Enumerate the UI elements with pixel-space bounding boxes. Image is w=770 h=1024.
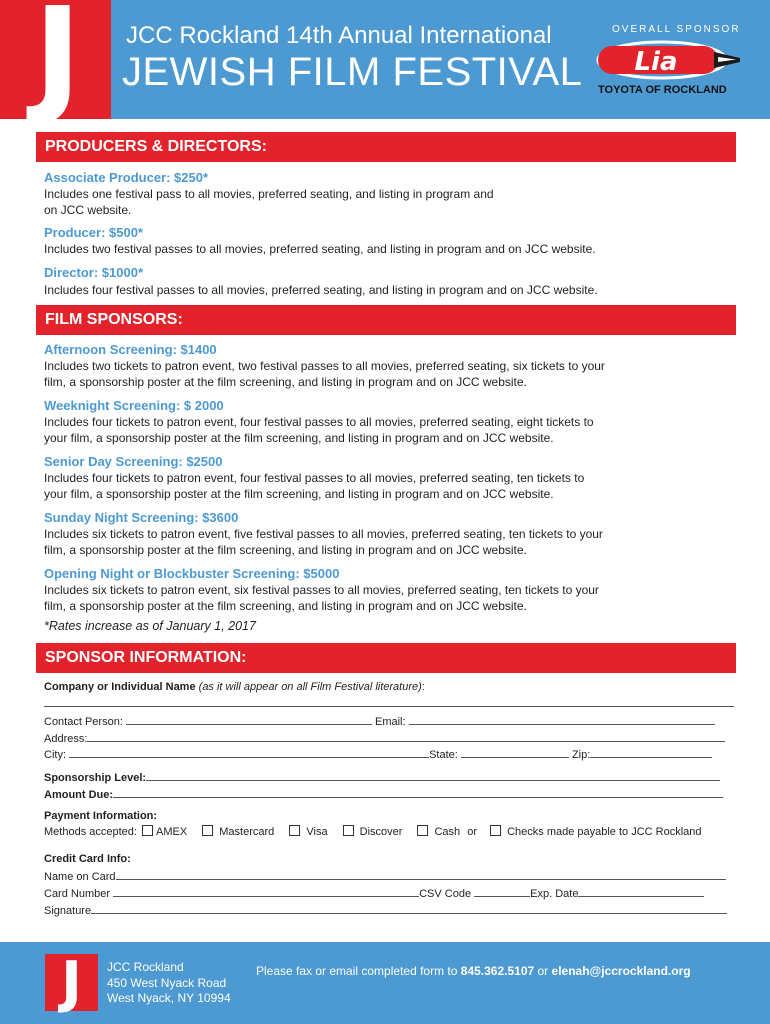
tier-desc-line: on JCC website. bbox=[44, 203, 132, 217]
signature-label: Signature bbox=[44, 905, 92, 917]
contact-row bbox=[44, 714, 736, 729]
mastercard-checkbox[interactable] bbox=[202, 825, 213, 836]
or-label: or bbox=[467, 826, 478, 838]
tier-desc: Includes four festival passes to all movies, preferred seating, and listing in program and on JCC website. bbox=[44, 283, 598, 297]
zip-field[interactable] bbox=[590, 747, 712, 758]
tier-title: Weeknight Screening: $ 2000 bbox=[44, 398, 224, 413]
email-label: Email: bbox=[375, 716, 406, 728]
card-number-label: Card Number bbox=[44, 888, 111, 900]
card-number-row bbox=[44, 886, 736, 901]
tier-desc-line: film, a sponsorship poster at the film screening, and listing in program and on JCC website. bbox=[44, 599, 527, 613]
footer-msg-prefix: Please fax or email completed form to bbox=[256, 964, 461, 978]
amex-label: AMEX bbox=[156, 826, 188, 838]
cash-label: Cash bbox=[434, 826, 461, 838]
tier-desc-line: Includes four tickets to patron event, four festival passes to all movies, preferred seating, ten tickets to bbox=[44, 471, 585, 485]
festival-subtitle: JCC Rockland 14th Annual International bbox=[126, 22, 552, 49]
tier-desc: Includes two festival passes to all movies, preferred seating, and listing in program and on JCC website. bbox=[44, 242, 596, 256]
tier-desc bbox=[44, 526, 734, 558]
tier-desc bbox=[44, 582, 734, 614]
lia-logo bbox=[596, 40, 742, 80]
film-sponsors-heading: FILM SPONSORS: bbox=[36, 305, 736, 335]
company-name-label-row bbox=[44, 680, 736, 694]
tier-desc bbox=[44, 414, 734, 446]
company-name-field[interactable] bbox=[44, 696, 736, 711]
credit-card-label: Credit Card Info: bbox=[44, 853, 131, 865]
sponsorship-level-field[interactable] bbox=[146, 770, 720, 781]
company-hint: (as it will appear on all Film Festival literature) bbox=[198, 681, 422, 693]
tier-title: Associate Producer: $250* bbox=[44, 170, 209, 185]
city-label: City: bbox=[44, 749, 66, 761]
footer-message bbox=[256, 964, 691, 978]
payment-info-label-row bbox=[44, 809, 736, 823]
footer-email[interactable]: elenah@jccrockland.org bbox=[551, 964, 691, 978]
tier-desc-line: your film, a sponsorship poster at the film screening, and listing in program and on JCC website. bbox=[44, 487, 554, 501]
header-banner bbox=[0, 0, 770, 130]
exp-date-field[interactable] bbox=[578, 886, 704, 897]
tier-desc-line: your film, a sponsorship poster at the film screening, and listing in program and on JCC website. bbox=[44, 431, 554, 445]
methods-row bbox=[44, 825, 736, 839]
address-row bbox=[44, 731, 736, 746]
discover-checkbox[interactable] bbox=[343, 825, 354, 836]
footer-banner bbox=[0, 942, 770, 1024]
payment-info-label: Payment Information: bbox=[44, 810, 158, 822]
company-colon: : bbox=[421, 681, 425, 693]
tier-title: Director: $1000* bbox=[44, 265, 143, 280]
tier-desc-line: Includes six tickets to patron event, five festival passes to all movies, preferred seating, ten tickets to your bbox=[44, 527, 603, 541]
address-line: 450 West Nyack Road bbox=[107, 975, 227, 990]
address-field[interactable] bbox=[87, 731, 725, 742]
zip-label: Zip: bbox=[571, 749, 591, 761]
signature-field[interactable] bbox=[91, 903, 727, 914]
methods-label: Methods accepted: bbox=[44, 826, 137, 838]
tier-desc-line: Includes four tickets to patron event, four festival passes to all movies, preferred seating, eight tickets to bbox=[44, 415, 594, 429]
state-label: State: bbox=[429, 749, 458, 761]
visa-label: Visa bbox=[306, 826, 328, 838]
exp-date-label: Exp. Date bbox=[530, 888, 579, 900]
sponsorship-level-label: Sponsorship Level: bbox=[44, 772, 147, 784]
csv-field[interactable] bbox=[474, 886, 530, 897]
amount-due-row bbox=[44, 787, 736, 802]
address-label: Address: bbox=[44, 733, 88, 745]
producers-heading: PRODUCERS & DIRECTORS: bbox=[36, 132, 736, 162]
tier-title: Sunday Night Screening: $3600 bbox=[44, 510, 239, 525]
tier-desc bbox=[44, 358, 734, 390]
contact-field[interactable] bbox=[126, 714, 372, 725]
credit-card-label-row bbox=[44, 852, 736, 866]
tier-desc-line: film, a sponsorship poster at the film screening, and listing in program and on JCC website. bbox=[44, 543, 527, 557]
tier-title: Opening Night or Blockbuster Screening: $5000 bbox=[44, 566, 340, 581]
contact-label: Contact Person: bbox=[44, 716, 123, 728]
fax-number: 845.362.5107 bbox=[460, 964, 535, 978]
rates-note: *Rates increase as of January 1, 2017 bbox=[44, 619, 256, 633]
tier-desc-line: film, a sponsorship poster at the film screening, and listing in program and on JCC website. bbox=[44, 375, 527, 389]
tier-desc bbox=[44, 186, 734, 218]
jcc-logo: J bbox=[0, 0, 111, 119]
overall-sponsor-label: OVERALL SPONSOR bbox=[612, 24, 741, 35]
tier-desc-line: Includes one festival pass to all movies, preferred seating, and listing in program and bbox=[44, 187, 494, 201]
discover-label: Discover bbox=[359, 826, 403, 838]
city-field[interactable] bbox=[69, 747, 429, 758]
company-label: Company or Individual Name bbox=[44, 681, 196, 693]
email-field[interactable] bbox=[409, 714, 715, 725]
footer-msg-or: or bbox=[534, 964, 552, 978]
tier-desc-line: Includes two tickets to patron event, two festival passes to all movies, preferred seating, six tickets to your bbox=[44, 359, 605, 373]
festival-title: JEWISH FILM FESTIVAL bbox=[122, 50, 583, 94]
lia-logo-text: Lia bbox=[634, 47, 678, 77]
company-name-line[interactable] bbox=[44, 696, 734, 707]
name-on-card-field[interactable] bbox=[116, 869, 726, 880]
card-number-field[interactable] bbox=[113, 886, 419, 897]
address-line: West Nyack, NY 10994 bbox=[107, 991, 231, 1005]
sponsor-name: TOYOTA OF ROCKLAND bbox=[598, 84, 727, 96]
tier-title: Afternoon Screening: $1400 bbox=[44, 342, 217, 357]
signature-row bbox=[44, 903, 736, 918]
amex-checkbox[interactable] bbox=[142, 825, 153, 836]
visa-checkbox[interactable] bbox=[289, 825, 300, 836]
checks-checkbox[interactable] bbox=[490, 825, 501, 836]
name-on-card-label: Name on Card bbox=[44, 871, 116, 883]
city-row bbox=[44, 747, 736, 762]
amount-due-label: Amount Due: bbox=[44, 789, 114, 801]
sponsorship-level-row bbox=[44, 770, 736, 785]
address-line: JCC Rockland bbox=[107, 960, 184, 974]
cash-checkbox[interactable] bbox=[417, 825, 428, 836]
tier-title: Producer: $500* bbox=[44, 225, 143, 240]
footer-jcc-logo: J bbox=[45, 954, 98, 1011]
sponsor-info-heading: SPONSOR INFORMATION: bbox=[36, 643, 736, 673]
tier-desc-line: Includes six tickets to patron event, six festival passes to all movies, preferred seating, ten tickets to your bbox=[44, 583, 599, 597]
tier-title: Senior Day Screening: $2500 bbox=[44, 454, 223, 469]
mastercard-label: Mastercard bbox=[219, 826, 275, 838]
checks-label: Checks made payable to JCC Rockland bbox=[507, 826, 702, 838]
footer-address bbox=[107, 960, 231, 1007]
name-on-card-row bbox=[44, 869, 736, 884]
state-field[interactable] bbox=[461, 747, 569, 758]
amount-due-field[interactable] bbox=[113, 787, 723, 798]
csv-label: CSV Code bbox=[419, 888, 472, 900]
tier-desc bbox=[44, 470, 734, 502]
